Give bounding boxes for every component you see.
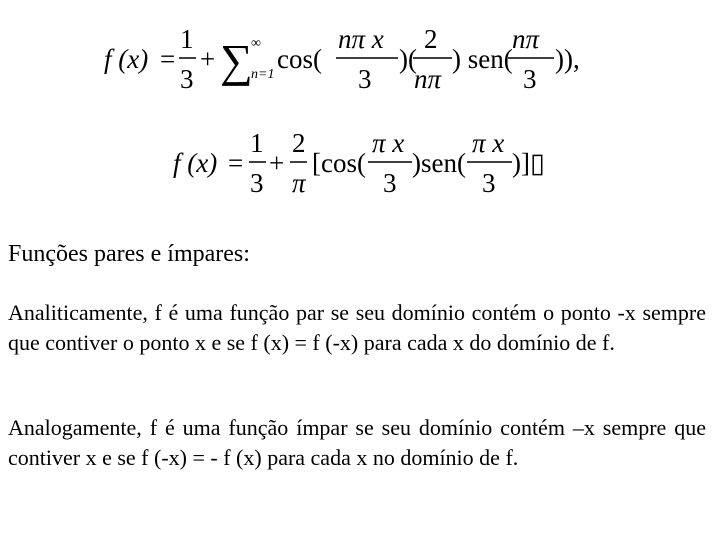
f2-lhs: f (x) xyxy=(173,148,218,178)
f2-frac1-num: 1 xyxy=(250,128,264,158)
f1-tail: )), xyxy=(555,44,580,74)
f1-close-open: )( xyxy=(399,44,417,74)
f1-coef-num: 2 xyxy=(424,24,438,54)
f2-sen-num: π x xyxy=(472,128,505,158)
f1-equals: = xyxy=(160,44,176,74)
f2-sen-den: 3 xyxy=(482,168,496,198)
f1-cos-den: 3 xyxy=(358,64,372,94)
f1-coef-den: nπ xyxy=(414,64,442,94)
f1-sen-den: 3 xyxy=(523,64,537,94)
section-heading: Funções pares e ímpares: xyxy=(8,241,250,267)
f2-cos-den: 3 xyxy=(383,168,397,198)
formula-series-expanded xyxy=(173,128,545,198)
f1-sen: ) sen( xyxy=(452,44,513,74)
f2-cos-num: π x xyxy=(372,128,405,158)
f2-tail: )]▯ xyxy=(512,148,545,178)
formula-fourier-series xyxy=(104,24,580,94)
paragraph-odd-functions: Analogamente, f é uma função ímpar se seu domínio contém –x sempre que contiver x e se f (-x) = - f (x) para cada x no domínio de f. xyxy=(8,415,706,470)
f2-frac2-den: π xyxy=(292,168,306,198)
f1-frac-num: 1 xyxy=(180,24,194,54)
paragraph-even-functions: Analiticamente, f é uma função par se seu domínio contém o ponto -x sempre que contiver o ponto x e se f (x) = f (-x) para cada x do domínio de f. xyxy=(8,300,706,355)
f1-sen-num: nπ xyxy=(512,24,540,54)
f1-sigma-upper: ∞ xyxy=(251,36,261,51)
f1-cos: cos( xyxy=(277,44,322,74)
f2-mid: )sen( xyxy=(412,148,466,178)
f2-frac1-den: 3 xyxy=(250,168,264,198)
f2-frac2-num: 2 xyxy=(292,128,306,158)
f2-equals: = xyxy=(228,148,244,178)
f1-lhs: f (x) xyxy=(104,44,149,74)
f1-plus: + xyxy=(200,44,216,74)
f2-cos: [cos( xyxy=(312,148,366,178)
f2-plus: + xyxy=(269,148,285,178)
f1-frac-den: 3 xyxy=(180,64,194,94)
f1-sigma-lower: n=1 xyxy=(251,67,275,82)
f1-sigma: ∑ xyxy=(220,35,253,86)
f1-cos-num: nπ x xyxy=(338,24,384,54)
